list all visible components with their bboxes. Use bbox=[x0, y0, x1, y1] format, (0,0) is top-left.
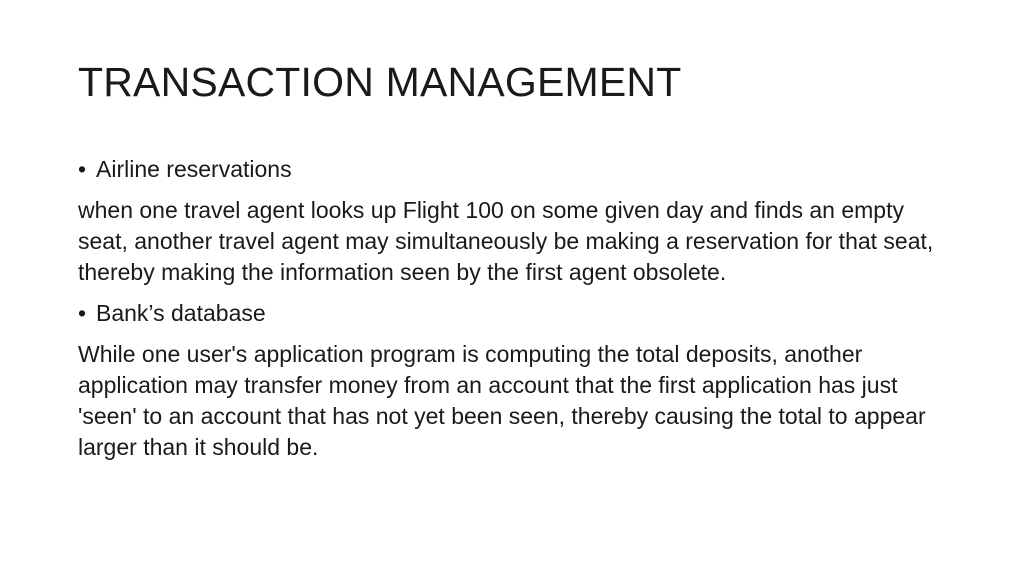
slide-title: TRANSACTION MANAGEMENT bbox=[78, 59, 682, 105]
slide-body bbox=[78, 154, 948, 473]
bullet-item-airline bbox=[78, 154, 948, 185]
paragraph-airline: when one travel agent looks up Flight 100 on some given day and finds an empty seat, another travel agent may simultaneously be making a reservation for that seat, thereby making the information seen by the first agent obsolete. bbox=[78, 197, 934, 285]
bullet-symbol: • bbox=[78, 156, 87, 182]
bullet-symbol: • bbox=[78, 300, 87, 326]
paragraph-bank: While one user's application program is computing the total deposits, another application may transfer money from an account that the first application has just 'seen' to an account that has not yet been seen, thereby causing the total to appear larger than it should be. bbox=[78, 341, 926, 460]
bullet-item-bank bbox=[78, 298, 948, 329]
bullet-text: Airline reservations bbox=[96, 156, 292, 182]
bullet-text: Bank’s database bbox=[96, 300, 266, 326]
